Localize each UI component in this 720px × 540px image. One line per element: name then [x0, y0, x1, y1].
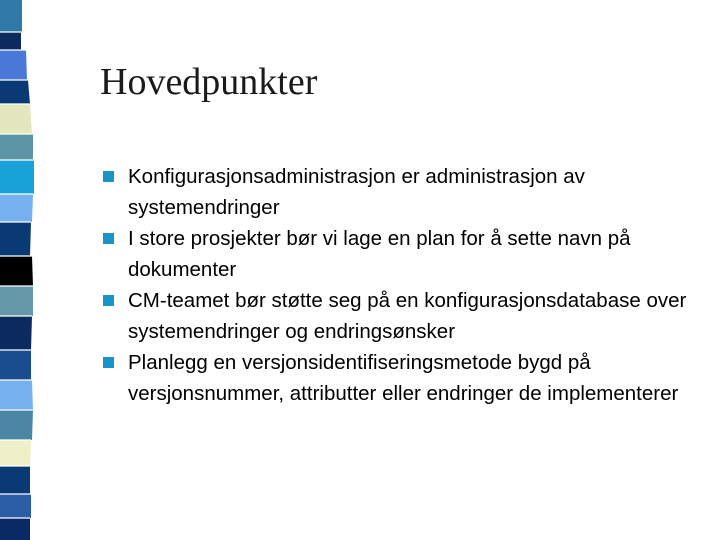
strip-band	[0, 80, 30, 104]
strip-band	[0, 222, 31, 256]
strip-band	[0, 32, 21, 50]
bullet-text: CM-teamet bør støtte seg på en konfigurasjonsdatabase over systemendringer og endringsønsker	[128, 289, 687, 343]
strip-band	[0, 134, 33, 160]
bullet-text: Konfigurasjonsadministrasjon er administrasjon av systemendringer	[128, 165, 585, 219]
bullet-text: I store prosjekter bør vi lage en plan for å sette navn på dokumenter	[128, 227, 631, 281]
slide-title: Hovedpunkter	[100, 61, 318, 103]
square-bullet-icon	[103, 171, 114, 182]
strip-band	[0, 380, 33, 410]
strip-band	[0, 410, 33, 440]
strip-band	[0, 466, 30, 494]
strip-band	[0, 494, 31, 518]
strip-band	[0, 0, 22, 32]
strip-band	[0, 160, 34, 194]
strip-band	[0, 256, 33, 286]
bullet-item	[100, 223, 700, 285]
bullet-text: Planlegg en versjonsidentifiseringsmetode bygd på versjonsnummer, attributter eller endringer de implementerer	[128, 351, 679, 405]
strip-band	[0, 518, 30, 540]
strip-band	[0, 316, 32, 350]
bullet-item	[100, 347, 700, 409]
strip-band	[0, 194, 33, 222]
square-bullet-icon	[103, 357, 114, 368]
bullet-item	[100, 161, 700, 223]
square-bullet-icon	[103, 295, 114, 306]
strip-band	[0, 104, 32, 134]
bullet-list	[100, 161, 700, 409]
strip-band	[0, 286, 33, 316]
square-bullet-icon	[103, 233, 114, 244]
strip-band	[0, 350, 31, 380]
bullet-item	[100, 285, 700, 347]
strip-band	[0, 50, 27, 80]
strip-band	[0, 440, 31, 466]
